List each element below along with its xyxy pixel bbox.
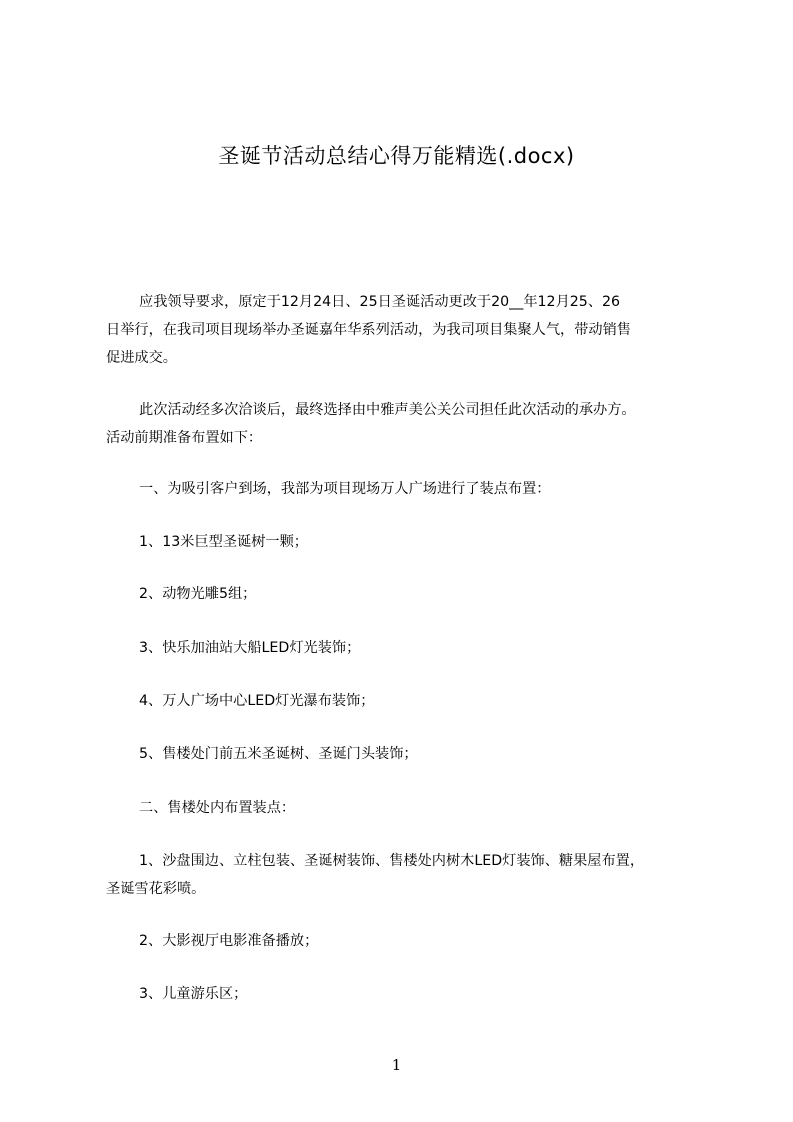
paragraph-line: 圣诞雪花彩喷。 [106, 881, 206, 897]
paragraph-line: 1、13米巨型圣诞树一颗； [139, 534, 308, 550]
list-item [106, 740, 700, 768]
paragraph-line: 2、动物光雕5组； [139, 586, 257, 602]
paragraph-line: 3、儿童游乐区； [139, 986, 248, 1002]
paragraph-line: 日举行，在我司项目现场举办圣诞嘉年华系列活动，为我司项目集聚人气，带动销售 [106, 322, 631, 338]
paragraph-line: 1、沙盘围边、立柱包装、圣诞树装饰、售楼处内树木LED灯装饰、糖果屋布置， [139, 853, 645, 869]
list-item [106, 687, 700, 715]
paragraph-line: 一、为吸引客户到场，我部为项目现场万人广场进行了装点布置： [139, 481, 551, 497]
section-heading-1 [106, 475, 700, 503]
paragraph-line: 4、万人广场中心LED灯光瀑布装饰； [139, 693, 375, 709]
paragraph-line: 3、快乐加油站大船LED灯光装饰； [139, 640, 361, 656]
section-heading-2 [106, 794, 700, 822]
paragraph-line: 应我领导要求，原定于12月24日、25日圣诞活动更改于20__年12月25、26 [139, 294, 621, 310]
list-item [106, 927, 700, 955]
page-number: 1 [391, 1056, 402, 1074]
paragraph-2 [106, 396, 700, 452]
list-item [106, 580, 700, 608]
paragraph-line: 活动前期准备布置如下： [106, 430, 263, 446]
paragraph-line: 2、大影视厅电影准备播放； [139, 933, 319, 949]
paragraph-1 [106, 288, 700, 372]
list-item [106, 980, 700, 1008]
paragraph-line: 促进成交。 [106, 350, 177, 366]
document-title: 圣诞节活动总结心得万能精选(.docx) [218, 144, 575, 168]
paragraph-line: 二、售楼处内布置装点： [139, 800, 296, 816]
list-item [106, 847, 700, 903]
list-item [106, 528, 700, 556]
paragraph-line: 此次活动经多次洽谈后，最终选择由中雅声美公关公司担任此次活动的承办方。 [139, 402, 636, 418]
list-item [106, 634, 700, 662]
paragraph-line: 5、售楼处门前五米圣诞树、圣诞门头装饰； [139, 746, 418, 762]
